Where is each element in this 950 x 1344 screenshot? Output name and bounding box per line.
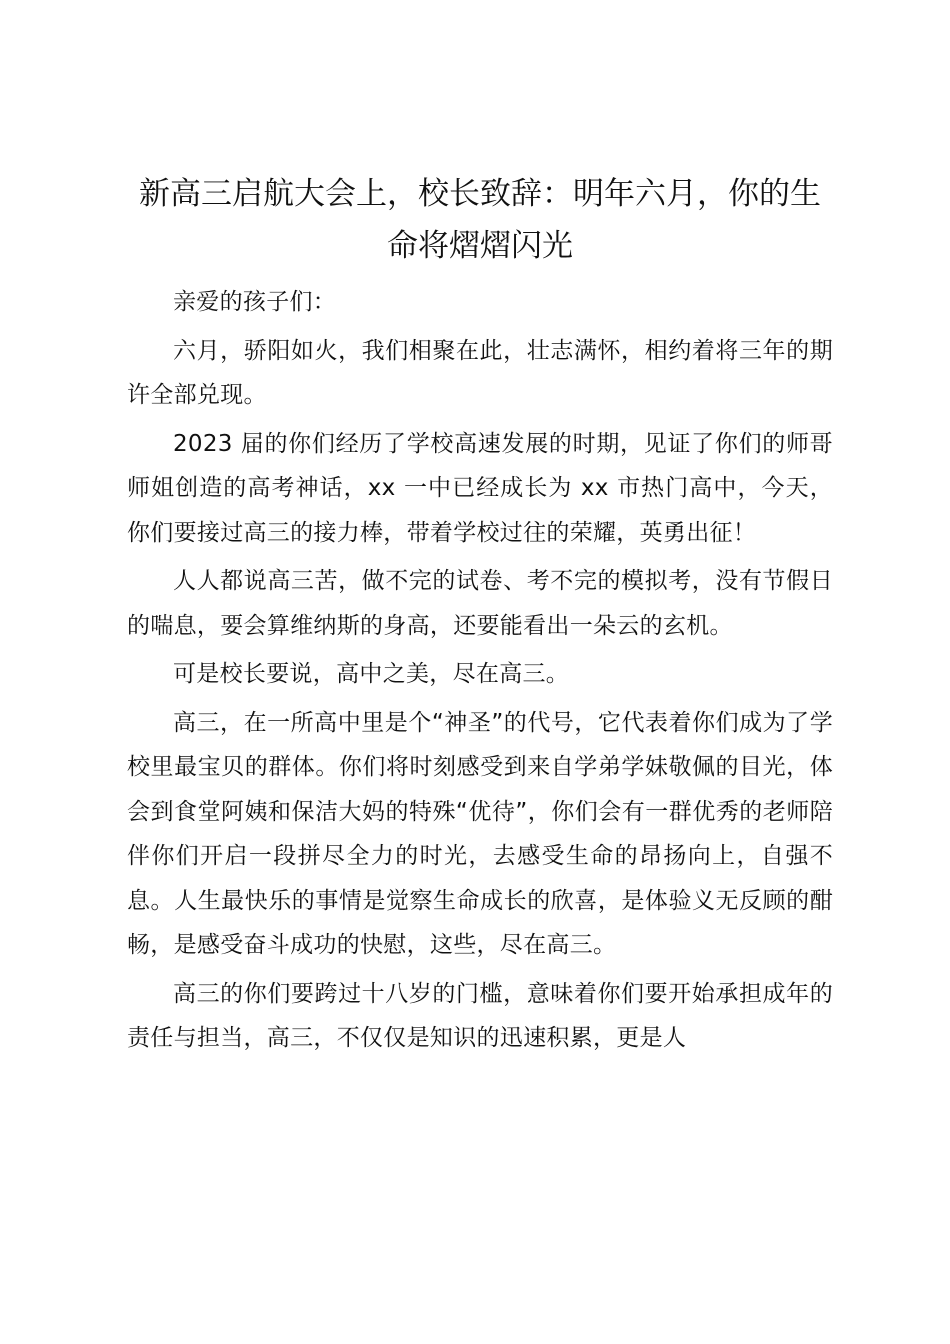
paragraph-beauty: 可是校长要说，高中之美，尽在高三。 [173, 661, 570, 687]
document-title: 新高三启航大会上，校长致辞：明年六月，你的生命将熠熠闪光 [139, 176, 821, 264]
paragraph-class-2023: 2023 届的你们经历了学校高速发展的时期，见证了你们的师哥师姐创造的高考神话，xx 一中已经成长为 xx 市热门高中，今天，你们要接过高三的接力棒，带着学校过往的荣耀，英勇出征！ [127, 430, 833, 546]
paragraph-june: 六月，骄阳如火，我们相聚在此，壮志满怀，相约着将三年的期许全部兑现。 [127, 337, 833, 408]
paragraph-greeting: 亲爱的孩子们： [173, 289, 337, 315]
paragraph-senior-year: 高三，在一所高中里是个“神圣”的代号，它代表着你们成为了学校里最宝贝的群体。你们将时刻感受到来自学弟学妹敬佩的目光，体会到食堂阿姨和保洁大妈的特殊“优待”，你们会有一群优秀的老师陪伴你们开启一段拼尽全力的时光，去感受生命的昂扬向上，自强不息。人生最快乐的事情是觉察生命成长的欣喜，是体验义无反顾的酣畅，是感受奋斗成功的快慰，这些，尽在高三。 [127, 709, 833, 958]
paragraph-hardship: 人人都说高三苦，做不完的试卷、考不完的模拟考，没有节假日的喘息，要会算维纳斯的身高，还要能看出一朵云的玄机。 [127, 568, 833, 639]
document-page [127, 168, 833, 1065]
paragraph-eighteen: 高三的你们要跨过十八岁的门槛，意味着你们要开始承担成年的责任与担当，高三，不仅仅是知识的迅速积累，更是人 [127, 980, 833, 1051]
